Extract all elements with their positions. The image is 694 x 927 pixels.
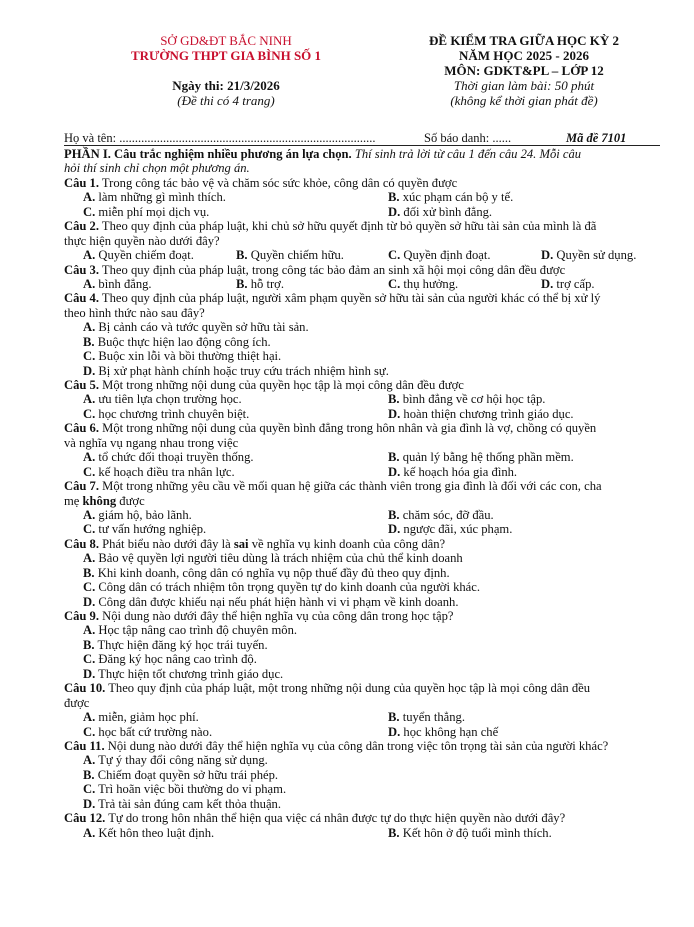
question-9: Câu 9. Nội dung nào dưới đây thể hiện nghĩa vụ của công dân trong học tập?	[64, 609, 454, 623]
option-d[interactable]: D. trợ cấp.	[541, 276, 595, 291]
exam-body	[64, 147, 664, 840]
question-10-cont: được	[64, 695, 90, 710]
option-c[interactable]: C. tư vấn hướng nghiệp.	[83, 522, 207, 537]
options-row	[64, 248, 664, 262]
option-a[interactable]: A. Quyền chiếm đoạt.	[83, 248, 194, 263]
exam-code: Mã đề 7101	[566, 131, 627, 145]
question-7: Câu 7. Một trong những yêu cầu về mối quan hệ giữa các thành viên trong gia đình là đối với các con, cha	[64, 479, 602, 494]
option-a[interactable]: A. bình đẳng.	[83, 276, 152, 291]
question-6-cont: và nghĩa vụ ngang nhau trong việc	[64, 435, 239, 450]
exam-header	[0, 33, 694, 115]
option-a[interactable]: A. ưu tiên lựa chọn trường học.	[83, 392, 242, 407]
option-c[interactable]: C. kế hoạch điều tra nhân lực.	[83, 464, 235, 479]
option-a[interactable]: A. Bị cảnh cáo và tước quyền sở hữu tài sản.	[83, 320, 309, 335]
subject: MÔN: GDKT&PL – LỚP 12	[444, 63, 604, 78]
option-b[interactable]: B. quản lý bằng hệ thống phần mềm.	[388, 450, 574, 465]
option-b[interactable]: B. Quyền chiếm hữu.	[236, 248, 344, 263]
option-d[interactable]: D. Công dân được khiếu nại nếu phát hiện hành vi vi phạm về kinh doanh.	[83, 594, 459, 609]
options-row	[64, 522, 664, 536]
option-c[interactable]: C. Công dân có trách nhiệm tôn trọng quyền tự do kinh doanh của người khác.	[83, 580, 481, 595]
question-7-cont: mẹ không được	[64, 493, 145, 508]
question-1: Câu 1. Trong công tác bảo vệ và chăm sóc sức khỏe, công dân có quyền được	[64, 175, 458, 190]
student-info-line	[64, 131, 660, 145]
option-d[interactable]: D. hoàn thiện chương trình giáo dục.	[388, 406, 574, 421]
option-a[interactable]: A. làm những gì mình thích.	[83, 190, 226, 205]
question-2-cont: thực hiện quyền nào dưới đây?	[64, 233, 220, 248]
school-year: NĂM HỌC 2025 - 2026	[459, 48, 589, 63]
question-11: Câu 11. Nội dung nào dưới đây thể hiện nghĩa vụ của công dân trong việc tôn trọng tài sản của người khác?	[64, 738, 609, 753]
options-row	[64, 190, 664, 204]
department-name: SỞ GD&ĐT BẮC NINH	[160, 33, 292, 48]
option-b[interactable]: B. Khi kinh doanh, công dân có nghĩa vụ nộp thuế đầy đủ theo quy định.	[83, 565, 450, 580]
options-row	[64, 826, 664, 840]
options-row	[64, 710, 664, 724]
header-divider	[64, 145, 660, 146]
options-row	[64, 725, 664, 739]
option-d[interactable]: D. học không hạn chế	[388, 724, 499, 739]
student-name-field[interactable]: Họ và tên: ..................................................................................	[64, 131, 376, 145]
school-block	[110, 33, 342, 108]
option-d[interactable]: D. Quyền sử dụng.	[541, 248, 637, 263]
options-row	[64, 508, 664, 522]
time-limit: Thời gian làm bài: 50 phút	[453, 78, 595, 93]
options-row	[64, 407, 664, 421]
exam-info-block	[404, 33, 644, 108]
option-a[interactable]: A. Bảo vệ quyền lợi người tiêu dùng là trách nhiệm của chủ thể kinh doanh	[83, 551, 463, 566]
options-row	[64, 205, 664, 219]
options-row	[64, 450, 664, 464]
option-d[interactable]: D. đối xử bình đẳng.	[388, 204, 493, 219]
question-3: Câu 3. Theo quy định của pháp luật, trong công tác bảo đảm an sinh xã hội mọi công dân đều được	[64, 262, 566, 277]
option-b[interactable]: B. xúc phạm cán bộ y tế.	[388, 190, 514, 205]
option-c[interactable]: C. Buộc xin lỗi và bồi thường thiệt hại.	[83, 349, 282, 364]
exam-title: ĐỀ KIỂM TRA GIỮA HỌC KỲ 2	[429, 33, 619, 48]
option-a[interactable]: A. miễn, giảm học phí.	[83, 710, 199, 725]
option-c[interactable]: C. Đăng ký học nâng cao trình độ.	[83, 652, 257, 667]
option-b[interactable]: B. Chiếm đoạt quyền sở hữu trái phép.	[83, 767, 279, 782]
option-a[interactable]: A. Kết hôn theo luật định.	[83, 825, 215, 840]
option-c[interactable]: C. Quyền định đoạt.	[388, 248, 491, 263]
option-c[interactable]: C. học bất cứ trường nào.	[83, 724, 213, 739]
section-title-line	[64, 147, 664, 161]
option-a[interactable]: A. tổ chức đối thoại truyền thống.	[83, 450, 254, 465]
section-instruction-cont: hỏi thí sinh chỉ chọn một phương án.	[64, 161, 250, 176]
options-row	[64, 392, 664, 406]
pages-note: (Đề thi có 4 trang)	[177, 93, 275, 108]
option-d[interactable]: D. Thực hiện tốt chương trình giáo dục.	[83, 666, 284, 681]
section-title: PHẦN I. Câu trắc nghiệm nhiều phương án lựa chọn.	[64, 147, 352, 161]
option-c[interactable]: C. thụ hưởng.	[388, 276, 459, 291]
question-6: Câu 6. Một trong những nội dung của quyền bình đẳng trong hôn nhân và gia đình là vợ, chồng có quyền	[64, 421, 597, 436]
question-8: Câu 8. Phát biểu nào dưới đây là sai về nghĩa vụ kinh doanh của công dân?	[64, 536, 446, 551]
question-2: Câu 2. Theo quy định của pháp luật, khi chủ sở hữu quyết định từ bỏ quyền sở hữu tài sản của mình là đã	[64, 219, 597, 234]
question-4-cont: theo hình thức nào sau đây?	[64, 305, 205, 320]
option-b[interactable]: B. tuyển thẳng.	[388, 710, 465, 725]
exam-date: Ngày thi: 21/3/2026	[172, 78, 280, 93]
question-4: Câu 4. Theo quy định của pháp luật, người xâm phạm quyền sở hữu tài sản của người khác có thể bị xử lý	[64, 291, 601, 306]
option-c[interactable]: C. Trì hoãn việc bồi thường do vi phạm.	[83, 782, 287, 797]
option-d[interactable]: D. ngược đãi, xúc phạm.	[388, 522, 513, 537]
section-instruction: Thí sinh trả lời từ câu 1 đến câu 24. Mỗi câu	[354, 147, 582, 161]
option-b[interactable]: B. chăm sóc, đỡ đầu.	[388, 507, 494, 522]
option-b[interactable]: B. Buộc thực hiện lao động công ích.	[83, 334, 271, 349]
option-c[interactable]: C. miễn phí mọi dịch vụ.	[83, 204, 210, 219]
options-row	[64, 465, 664, 479]
option-d[interactable]: D. Bị xử phạt hành chính hoặc truy cứu trách nhiệm hình sự.	[83, 363, 389, 378]
option-b[interactable]: B. hỗ trợ.	[236, 276, 284, 291]
student-id-field[interactable]: Số báo danh: ......	[424, 131, 512, 145]
time-note: (không kể thời gian phát đề)	[450, 93, 598, 108]
option-d[interactable]: D. Trả tài sản đúng cam kết thỏa thuận.	[83, 796, 281, 811]
options-row	[64, 277, 664, 291]
option-b[interactable]: B. Thực hiện đăng ký học trái tuyến.	[83, 637, 268, 652]
option-a[interactable]: A. Học tập nâng cao trình độ chuyên môn.	[83, 623, 298, 638]
question-5: Câu 5. Một trong những nội dung của quyền học tập là mọi công dân đều được	[64, 378, 464, 392]
option-a[interactable]: A. Tự ý thay đổi công năng sử dụng.	[83, 753, 268, 768]
option-c[interactable]: C. học chương trình chuyên biệt.	[83, 406, 250, 421]
school-name: TRƯỜNG THPT GIA BÌNH SỐ 1	[130, 48, 322, 63]
question-10: Câu 10. Theo quy định của pháp luật, một trong những nội dung của quyền học tập là mọi công dân đều	[64, 681, 591, 696]
option-a[interactable]: A. giám hộ, bảo lãnh.	[83, 507, 192, 522]
option-b[interactable]: B. bình đẳng về cơ hội học tập.	[388, 392, 546, 407]
option-d[interactable]: D. kế hoạch hóa gia đình.	[388, 464, 518, 479]
option-b[interactable]: B. Kết hôn ở độ tuổi mình thích.	[388, 825, 552, 840]
question-12: Câu 12. Tự do trong hôn nhân thể hiện qua việc cá nhân được tự do thực hiện quyền nào dưới đây?	[64, 811, 566, 826]
